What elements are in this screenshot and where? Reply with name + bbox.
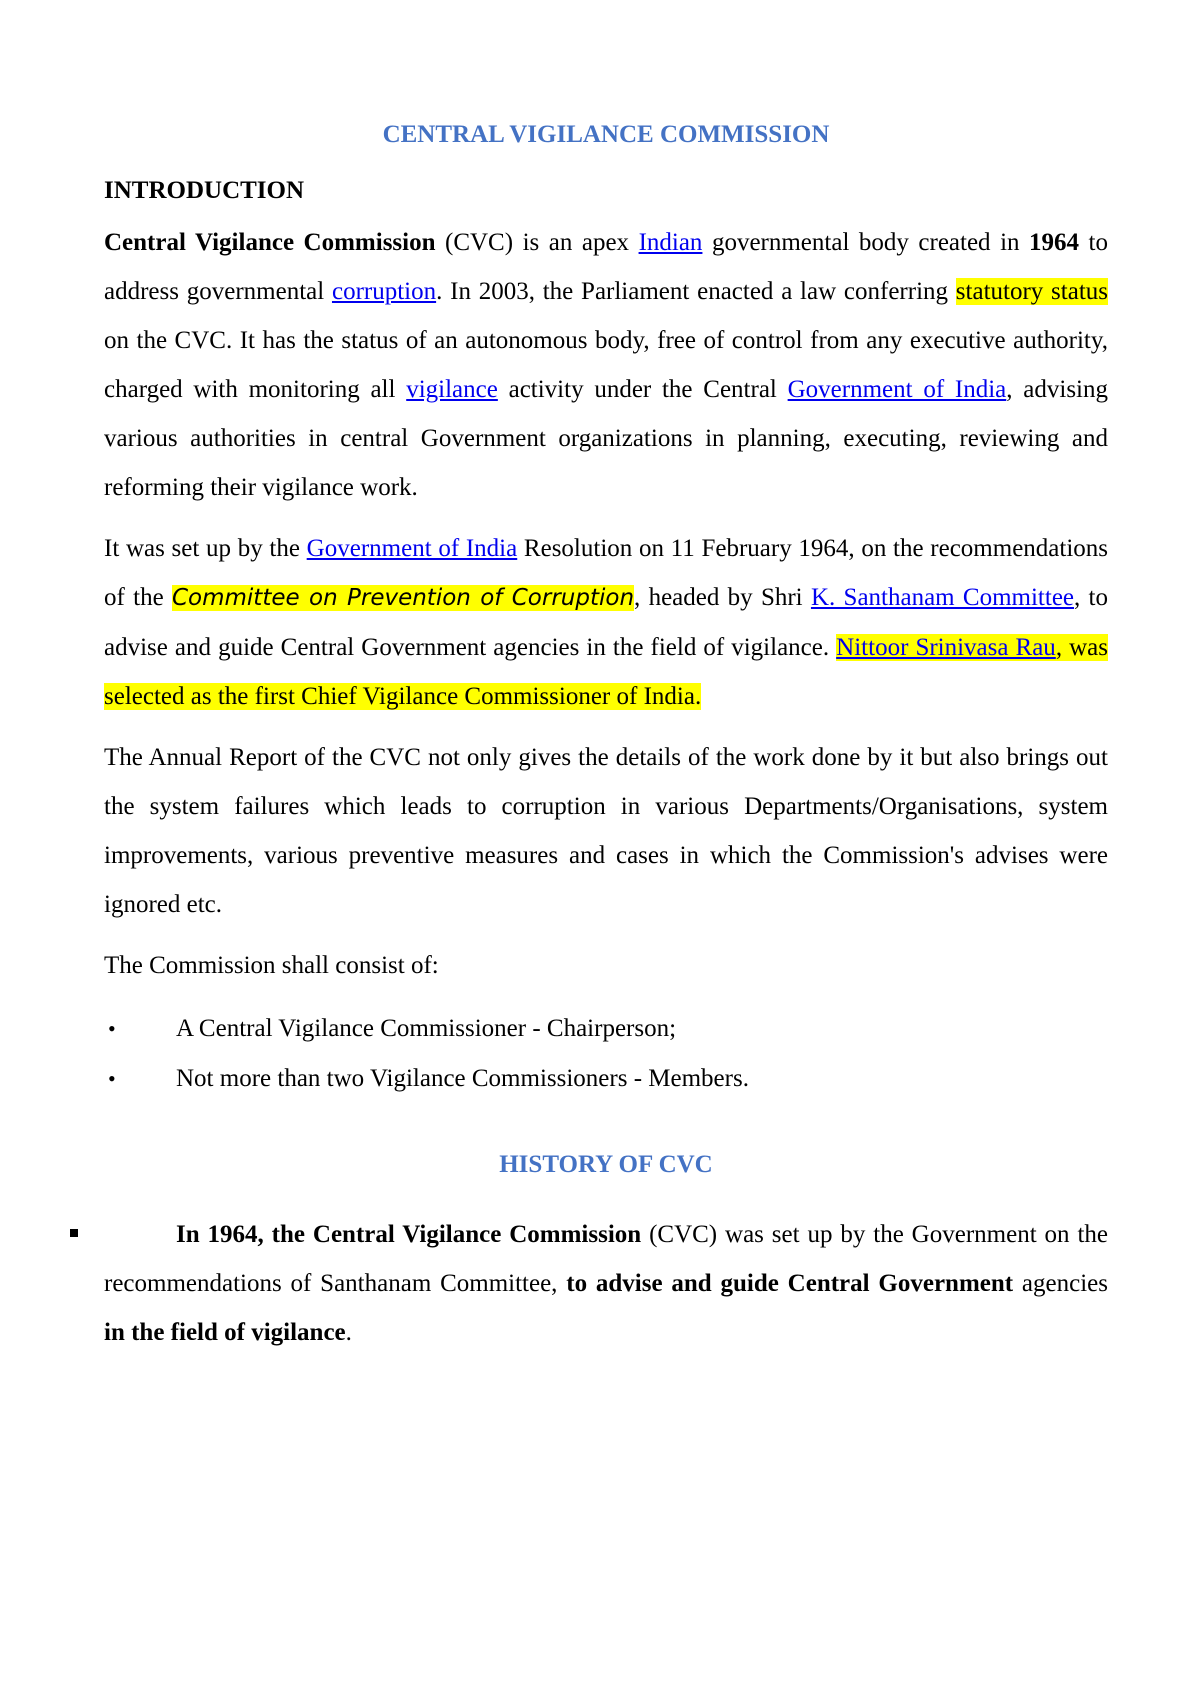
text-run: , headed by Shri xyxy=(634,584,811,611)
text-run: . xyxy=(345,1319,352,1346)
text-run: . In 2003, the Parliament enacted a law conferring xyxy=(436,278,956,305)
bullet-icon: • xyxy=(108,1016,116,1041)
page-title: CENTRAL VIGILANCE COMMISSION xyxy=(382,121,830,148)
commission-members-list xyxy=(104,1004,1108,1104)
composition-intro: The Commission shall consist of: xyxy=(104,952,439,979)
text-run: governmental body created in xyxy=(702,229,1030,256)
list-item-text: A Central Vigilance Commissioner - Chairperson; xyxy=(176,1015,677,1042)
text-run: It was set up by the xyxy=(104,535,307,562)
history-bold-text: to advise and guide Central Government xyxy=(566,1270,1014,1297)
text-run: , advising various authorities in central Government organizations in planning, executing, reviewing and reforming their vigilance work. xyxy=(104,376,1108,501)
text-run: agencies xyxy=(1013,1270,1108,1297)
annual-report-paragraph: The Annual Report of the CVC not only gives the details of the work done by it but also brings out the system failures which leads to corruption in various Departments/Organisations, system improvements, various preventive measures and cases in which the Commission's advises were ignored etc. xyxy=(104,744,1108,918)
text-run: activity under the Central xyxy=(497,376,788,403)
link-government-of-india[interactable]: Government of India xyxy=(787,376,1007,403)
introduction-heading: INTRODUCTION xyxy=(104,177,305,204)
setup-paragraph xyxy=(104,524,1108,721)
square-bullet-icon xyxy=(70,1229,78,1237)
intro-paragraph xyxy=(104,218,1108,512)
history-item xyxy=(104,1210,1108,1357)
text-run: on the CVC. It has the status of an autonomous body, free of control from any executive authority, charged with monitoring all xyxy=(104,327,1108,403)
link-indian[interactable]: Indian xyxy=(638,229,703,256)
history-heading: HISTORY OF CVC xyxy=(499,1151,713,1178)
list-item xyxy=(104,1054,1108,1104)
text-run: , was selected as the first Chief Vigilance Commissioner of India. xyxy=(104,634,1108,710)
list-item-text: Not more than two Vigilance Commissioners - Members. xyxy=(176,1065,749,1092)
highlight-committee-name: Committee on Prevention of Corruption xyxy=(171,585,635,611)
highlight-statutory-status: statutory status xyxy=(955,278,1108,305)
list-item xyxy=(104,1004,1108,1054)
history-bold-text: in the field of vigilance xyxy=(104,1319,346,1346)
text-run: to address governmental xyxy=(104,229,1108,305)
bullet-icon: • xyxy=(108,1066,116,1091)
link-nittoor-srinivasa-rau[interactable]: Nittoor Srinivasa Rau xyxy=(836,634,1056,661)
text-run: Resolution on 11 February 1964, on the recommendations of the xyxy=(104,535,1109,611)
cvc-bold-text: Central Vigilance Commission xyxy=(104,229,436,256)
link-government-of-india-2[interactable]: Government of India xyxy=(306,535,518,562)
text-run: (CVC) is an apex xyxy=(435,229,639,256)
year-bold-text: 1964 xyxy=(1029,229,1080,256)
link-corruption[interactable]: corruption xyxy=(331,278,437,305)
history-paragraph xyxy=(104,1210,1108,1357)
document-body xyxy=(104,118,1108,1357)
link-santhanam-committee[interactable]: K. Santhanam Committee xyxy=(810,584,1075,611)
text-run: , to advise and guide Central Government agencies in the field of vigilance. xyxy=(104,584,1109,661)
text-run: (CVC) was set up by the Government on the recommendations of Santhanam Committee, xyxy=(104,1221,1108,1297)
link-vigilance[interactable]: vigilance xyxy=(406,376,498,403)
history-bold-text: In 1964, the Central Vigilance Commission xyxy=(176,1221,642,1248)
